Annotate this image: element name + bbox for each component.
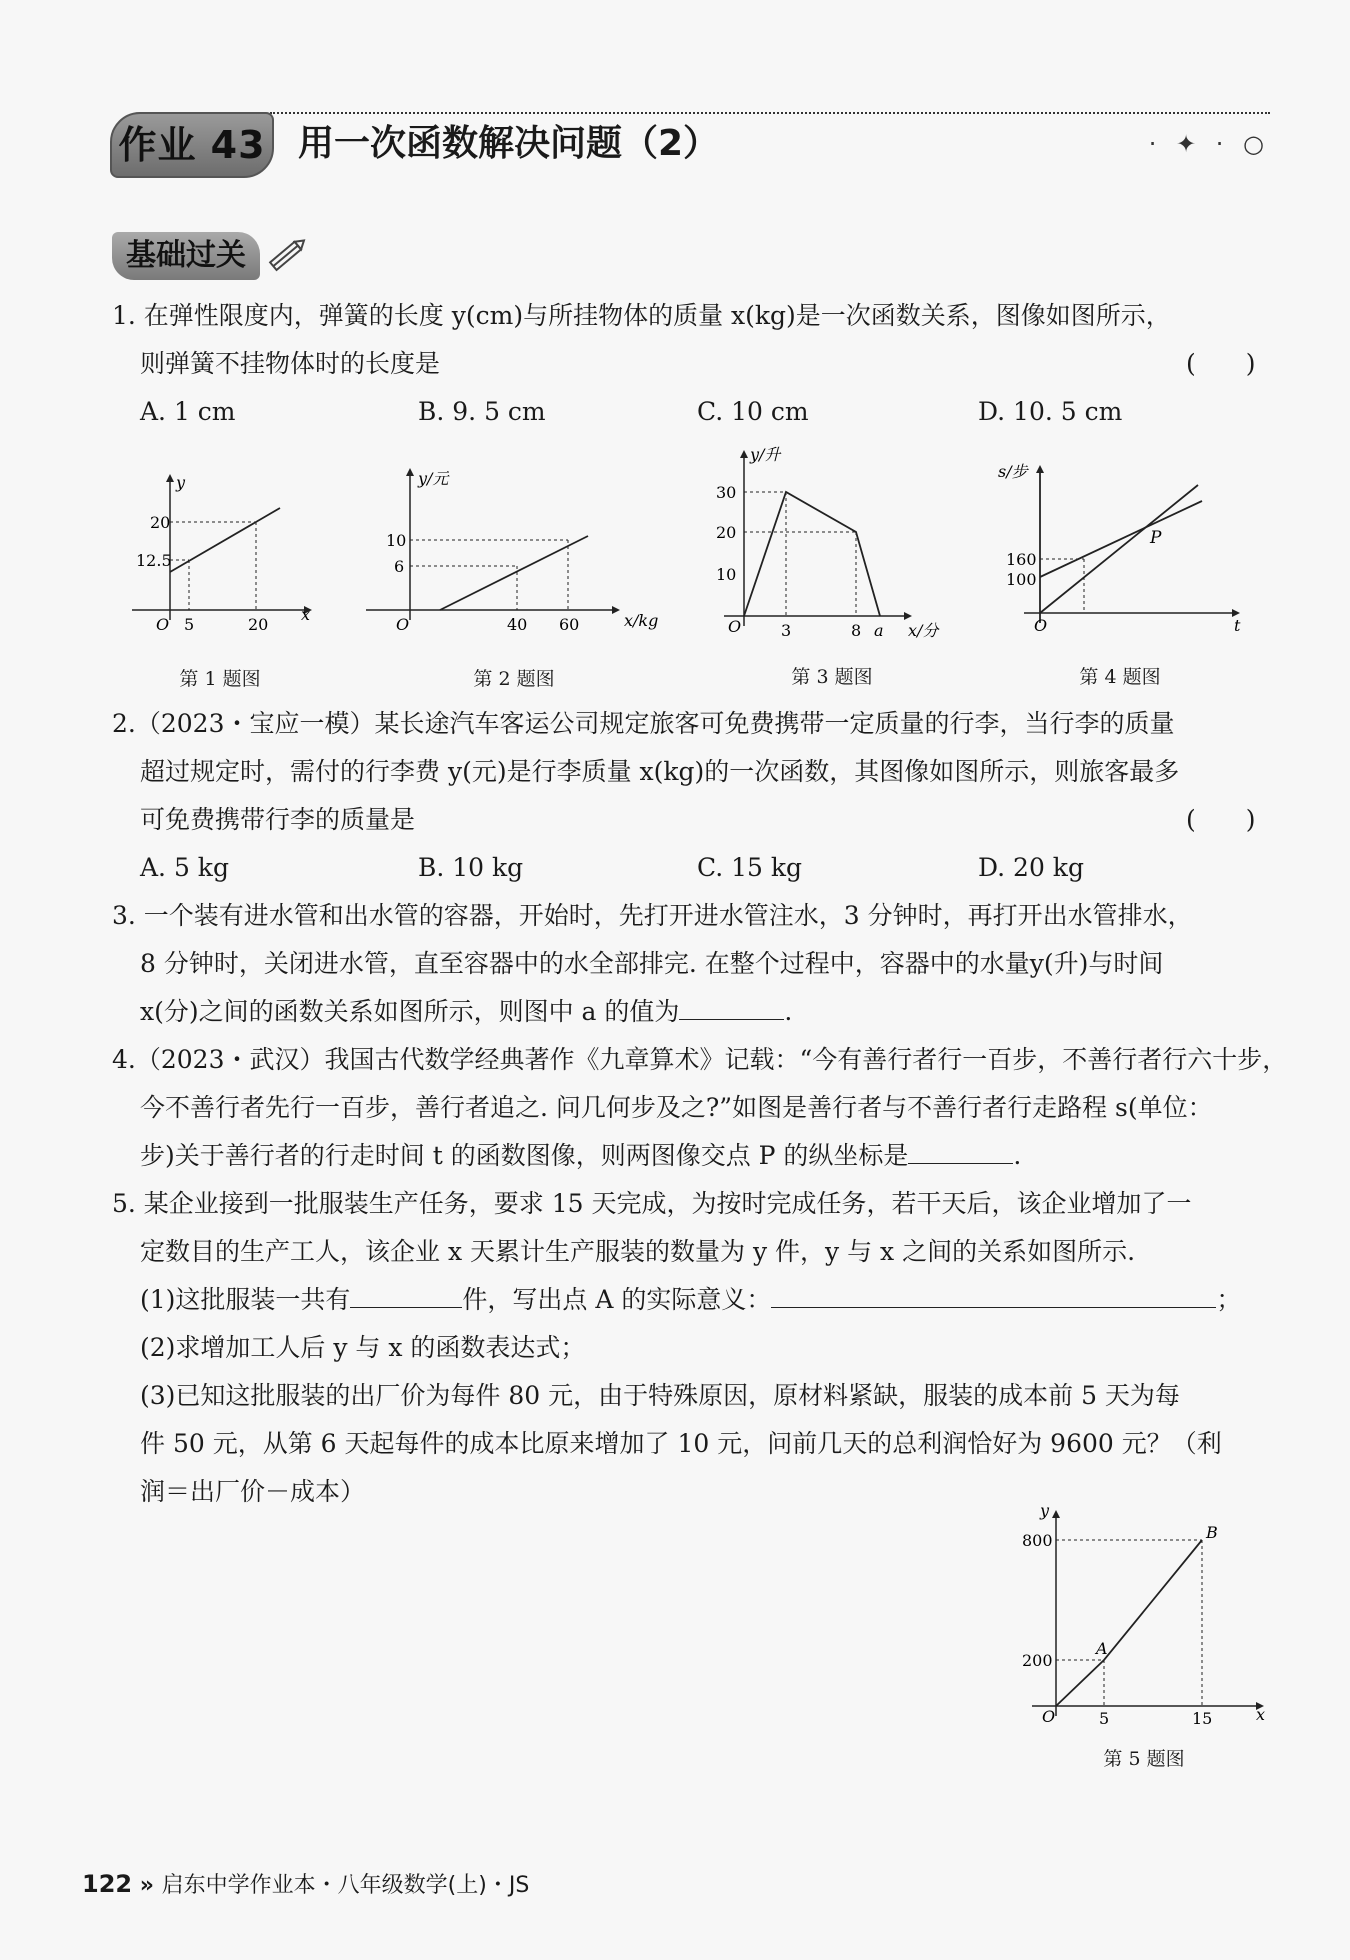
- q4-line3-text: 步)关于善行者的行走时间 t 的函数图像，则两图像交点 P 的纵坐标是: [140, 1141, 909, 1170]
- f5-tick-y800: 800: [1022, 1531, 1053, 1550]
- figure-1-caption: 第 1 题图: [179, 668, 261, 690]
- f2-tick-x60: 60: [559, 615, 580, 634]
- q5-line1: 5. 某企业接到一批服装生产任务，要求 15 天完成，为按时完成任务，若干天后，该企业增加了一: [112, 1189, 1192, 1218]
- f5-tick-x5: 5: [1099, 1709, 1110, 1728]
- q5-part1-text-b: 件，写出点 A 的实际意义：: [462, 1285, 772, 1314]
- figure-2-caption: 第 2 题图: [473, 668, 555, 690]
- q2-option-c: C. 15 kg: [697, 853, 803, 882]
- f3-tick-x8: 8: [851, 621, 862, 640]
- f3-water-line: [744, 492, 880, 616]
- q3-answer-blank[interactable]: [679, 989, 784, 1020]
- f3-x-label: x/分: [908, 621, 939, 640]
- q4-line3-end: .: [1013, 1141, 1022, 1170]
- q1-line2: 则弹簧不挂物体时的长度是: [140, 349, 441, 378]
- figure-5-graph: [1012, 1498, 1282, 1738]
- pencil-icon: [262, 234, 312, 278]
- q5-part1-text-a: (1)这批服装一共有: [140, 1285, 351, 1314]
- q5-part1: [140, 1276, 1241, 1324]
- q1-option-c: C. 10 cm: [697, 397, 809, 426]
- q3-line2: 8 分钟时，关闭进水管，直至容器中的水全部排完. 在整个过程中，容器中的水量y(升)与时间: [140, 949, 1164, 978]
- f5-x-label: x: [1256, 1705, 1266, 1724]
- f4-line-slow-walker: [1040, 501, 1202, 577]
- page-footer: [82, 1868, 529, 1899]
- f1-tick-y20: 20: [150, 513, 171, 532]
- f1-origin: O: [156, 615, 170, 634]
- q2-line2: 超过规定时，需付的行李费 y(元)是行李质量 x(kg)的一次函数，其图像如图所示，则旅客最多: [140, 757, 1180, 786]
- f3-tick-x3: 3: [781, 621, 792, 640]
- f1-x-label: x: [301, 605, 311, 624]
- f1-tick-x20: 20: [248, 615, 269, 634]
- q5-part3-line1: (3)已知这批服装的出厂价为每件 80 元，由于特殊原因，原材料紧缺，服装的成本前 5 天为每: [140, 1381, 1180, 1410]
- f2-x-label: x/kg: [624, 611, 659, 630]
- q2-line1: 2.（2023・宝应一模）某长途汽车客运公司规定旅客可免费携带一定质量的行李，当行李的质量: [112, 709, 1175, 738]
- f4-y-label: s/步: [998, 462, 1028, 481]
- f3-tick-y30: 30: [716, 483, 737, 502]
- f3-y-label: y/升: [750, 445, 781, 464]
- f2-tick-y6: 6: [394, 557, 405, 576]
- q1-option-a: A. 1 cm: [140, 397, 236, 426]
- f4-line-good-walker: [1040, 485, 1198, 613]
- f4-origin: O: [1034, 616, 1048, 635]
- q5-meaning-blank[interactable]: [771, 1277, 1216, 1308]
- homework-header: [110, 112, 1270, 182]
- section-label: 基础过关: [112, 232, 260, 280]
- q2-option-a: A. 5 kg: [140, 853, 229, 882]
- f5-tick-x15: 15: [1192, 1709, 1213, 1728]
- f1-y-label: y: [176, 473, 186, 492]
- figure-1-graph: [128, 470, 318, 640]
- q2-option-b: B. 10 kg: [418, 853, 524, 882]
- q1-line1: 1. 在弹性限度内，弹簧的长度 y(cm)与所挂物体的质量 x(kg)是一次函数关系，图像如图所示，: [112, 301, 1171, 330]
- q3-line3-end: .: [784, 997, 793, 1026]
- q1-answer-paren: ( ): [1186, 349, 1256, 378]
- q5-total-blank[interactable]: [350, 1277, 462, 1308]
- f5-tick-y200: 200: [1022, 1651, 1053, 1670]
- figure-4-graph: [992, 455, 1262, 645]
- f3-tick-y20: 20: [716, 523, 737, 542]
- q1-option-b: B. 9. 5 cm: [418, 397, 546, 426]
- footer-arrow-icon: »: [139, 1873, 154, 1898]
- f3-origin: O: [728, 617, 742, 636]
- q2-answer-paren: ( ): [1186, 805, 1256, 834]
- q3-line3-text: x(分)之间的函数关系如图所示，则图中 a 的值为: [140, 997, 680, 1026]
- f1-tick-x5: 5: [184, 615, 195, 634]
- q3-line1: 3. 一个装有进水管和出水管的容器，开始时，先打开进水管注水，3 分钟时，再打开出水管排水，: [112, 901, 1193, 930]
- q4-line3: [140, 1132, 1021, 1180]
- q3-line3: [140, 988, 792, 1036]
- f5-point-a: A: [1096, 1639, 1108, 1658]
- f4-x-label: t: [1234, 616, 1241, 635]
- homework-number-badge: 作业 43: [110, 112, 274, 178]
- f5-point-b: B: [1206, 1523, 1218, 1542]
- header-dotted-line: [270, 112, 1270, 114]
- figure-3-caption: 第 3 题图: [791, 666, 873, 688]
- f2-origin: O: [396, 615, 410, 634]
- q5-part1-text-c: ；: [1216, 1285, 1242, 1314]
- figure-5-caption: 第 5 题图: [1103, 1748, 1185, 1770]
- figure-3-graph: [708, 440, 968, 650]
- page-number: 122: [82, 1870, 133, 1898]
- q4-line2: 今不善行者先行一百步，善行者追之. 问几何步及之?”如图是善行者与不善行者行走路程 s(单位：: [140, 1093, 1213, 1122]
- q5-part2: (2)求增加工人后 y 与 x 的函数表达式；: [140, 1333, 586, 1362]
- q2-line3: 可免费携带行李的质量是: [140, 805, 416, 834]
- f4-tick-y100: 100: [1006, 570, 1037, 589]
- f4-tick-y160: 160: [1006, 550, 1037, 569]
- f2-y-label: y/元: [418, 469, 449, 488]
- f1-line: [170, 508, 280, 572]
- q5-part3-line3: 润＝出厂价－成本）: [140, 1477, 366, 1506]
- q5-line2: 定数目的生产工人，该企业 x 天累计生产服装的数量为 y 件，y 与 x 之间的关系如图所示.: [140, 1237, 1136, 1266]
- sparkle-decoration-icon: · ✦ · ○: [1148, 130, 1270, 158]
- f2-line: [440, 536, 588, 610]
- q5-part3-line2: 件 50 元，从第 6 天起每件的成本比原来增加了 10 元，问前几天的总利润恰好为 9600 元？（利: [140, 1429, 1222, 1458]
- q2-option-d: D. 20 kg: [978, 853, 1084, 882]
- page-title: 用一次函数解决问题（2）: [298, 123, 720, 164]
- q4-line1: 4.（2023・武汉）我国古代数学经典著作《九章算术》记载：“今有善行者行一百步，不善行者行六十步，: [112, 1045, 1288, 1074]
- f3-tick-xa: a: [874, 621, 884, 640]
- figure-2-graph: [362, 460, 672, 640]
- q4-answer-blank[interactable]: [908, 1133, 1013, 1164]
- f5-origin: O: [1042, 1707, 1056, 1726]
- f1-tick-y12: 12.5: [136, 551, 172, 570]
- f2-tick-x40: 40: [507, 615, 528, 634]
- f4-point-p: P: [1150, 528, 1162, 548]
- f2-tick-y10: 10: [386, 531, 407, 550]
- figure-4-caption: 第 4 题图: [1079, 666, 1161, 688]
- f5-y-label: y: [1040, 1501, 1050, 1520]
- f5-production-line: [1056, 1540, 1202, 1706]
- q1-option-d: D. 10. 5 cm: [978, 397, 1123, 426]
- f3-tick-y10: 10: [716, 565, 737, 584]
- book-title: 启东中学作业本・八年级数学(上)・JS: [161, 1873, 530, 1898]
